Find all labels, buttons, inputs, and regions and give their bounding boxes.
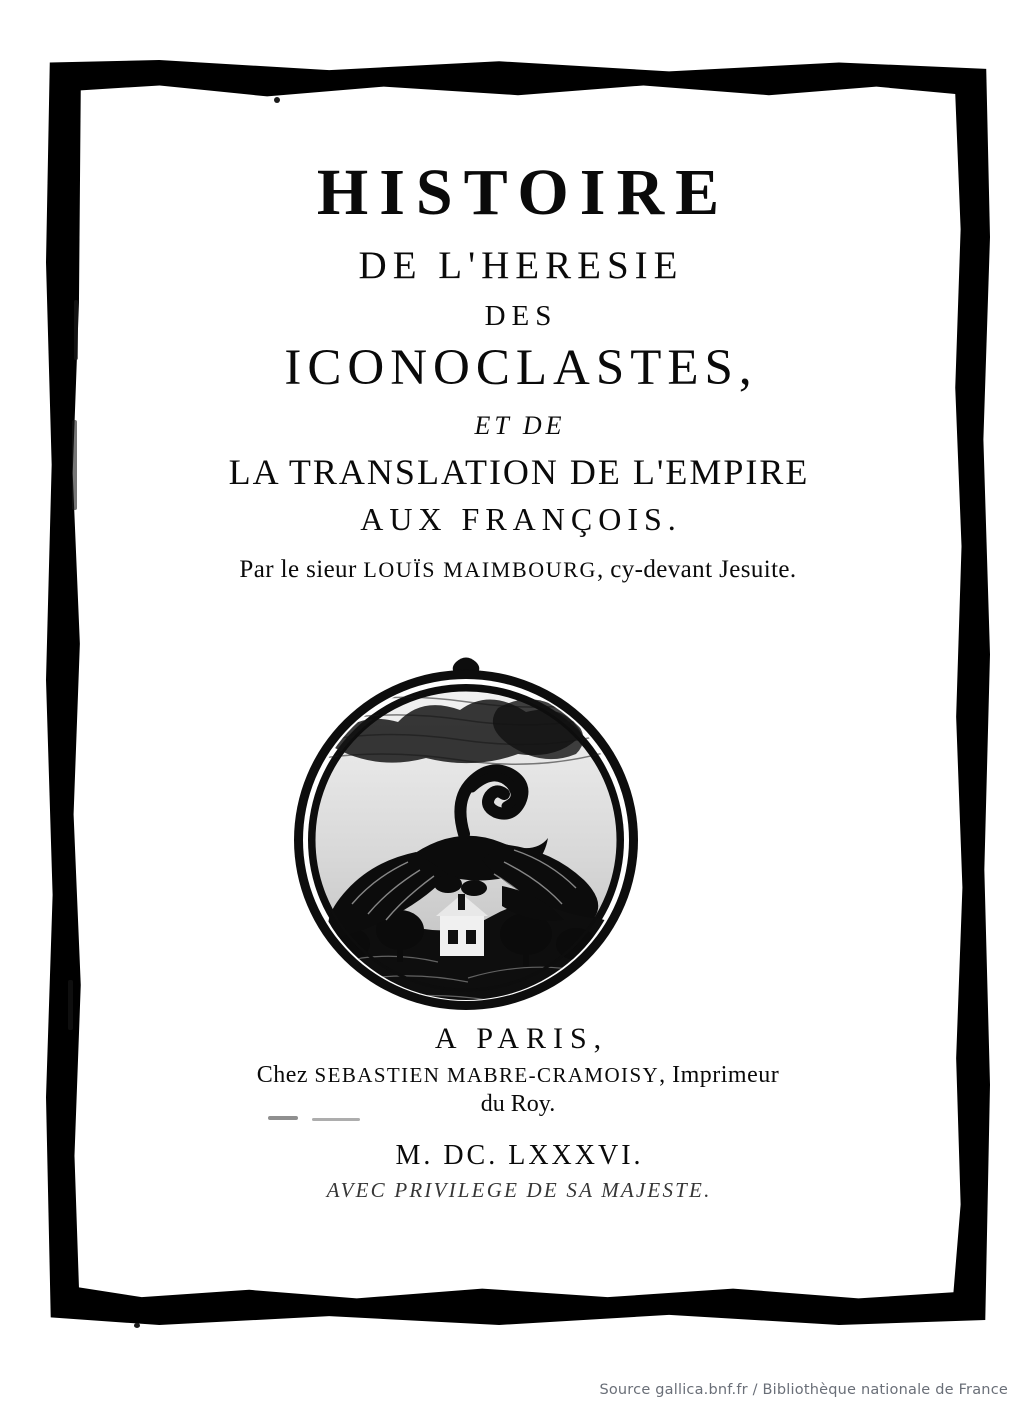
scan-speck [134,1323,140,1328]
imprint-publisher-line [70,1062,966,1089]
imprint-publisher-prefix: Chez [256,1062,315,1088]
author-suffix: , cy-devant Jesuite. [596,556,797,583]
author-prefix: Par le sieur [239,556,364,583]
ink-smudge [268,1116,298,1120]
imprint-publisher-suffix: , Imprimeur [659,1062,780,1088]
imprint-publisher-line2: du Roy. [480,1091,556,1117]
imprint-privilege: AVEC PRIVILEGE DE SA MAJESTE. [326,1178,712,1202]
imprint-date: M. DC. LXXXVI. [395,1140,644,1171]
title-sub-heresie: DE L'HERESIE [358,244,684,287]
title-main: HISTOIRE [316,156,731,229]
printers-device-medallion [288,648,644,1010]
title-block [70,83,966,584]
title-sub-iconoclastes: ICONOCLASTES, [284,340,758,396]
title-sub-francois: AUX FRANÇOIS. [360,501,682,537]
author-statement [70,556,966,584]
title-sub-des: DES [484,300,558,332]
ink-smudge [312,1118,360,1121]
imprint-publisher-name: SEBASTIEN MABRE-CRAMOISY [314,1063,660,1087]
imprint-place: A PARIS, [434,1022,609,1055]
title-sub-etde: ET DE [474,411,566,440]
source-credit: Source gallica.bnf.fr / Bibliothèque nationale de France [599,1382,1008,1398]
imprint-block [70,1012,966,1203]
title-sub-translation: LA TRANSLATION DE L'EMPIRE [228,452,810,492]
author-name: LOUÏS MAIMBOURG [363,557,597,582]
